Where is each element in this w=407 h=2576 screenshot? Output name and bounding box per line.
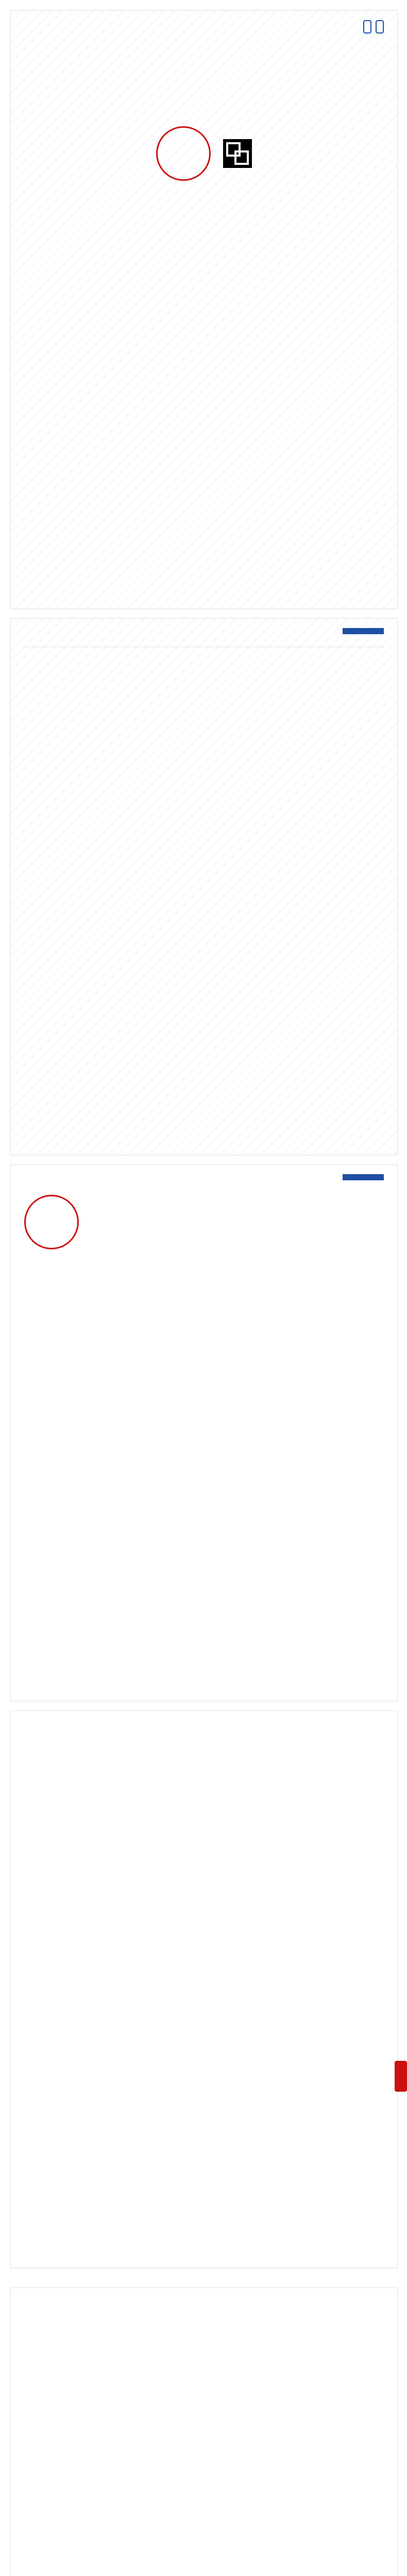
results-page-1	[10, 1710, 398, 2268]
notes-page	[10, 618, 398, 1155]
signatures-row	[24, 1195, 384, 1249]
meta-content	[11, 1165, 397, 1259]
qr-code	[223, 139, 252, 168]
meta-page	[10, 1164, 398, 1701]
results-page-2	[10, 2287, 398, 2576]
notes-watermark	[11, 619, 397, 1155]
results-page-2-content	[11, 2288, 397, 2310]
meta-header	[24, 1174, 384, 1180]
meta-header-bar	[343, 1174, 384, 1180]
cover-page	[10, 10, 398, 609]
test-seal	[24, 1195, 79, 1249]
side-red-mark	[395, 2061, 407, 2092]
cover-watermark	[11, 11, 397, 608]
results-page-1-content	[11, 1711, 397, 1733]
